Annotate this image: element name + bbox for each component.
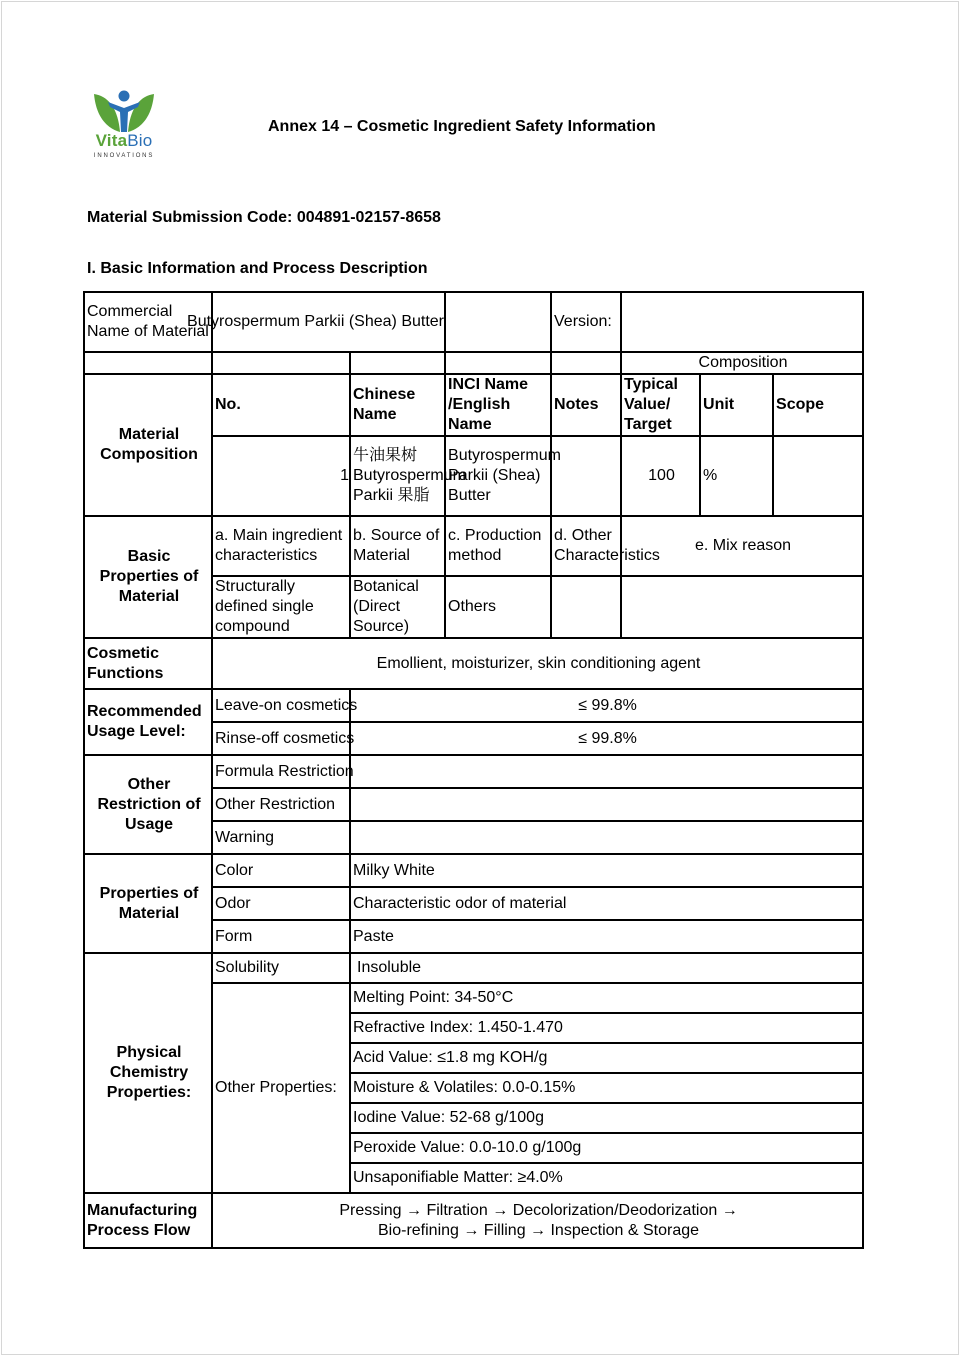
safety-info-table [83, 291, 864, 1249]
logo-name [84, 131, 164, 151]
page-title: Annex 14 – Cosmetic Ingredient Safety Information [268, 118, 656, 135]
property-row-name: Odor [212, 887, 350, 920]
blank-cell [350, 352, 445, 374]
blank-cell [84, 352, 212, 374]
property-row-value: Paste [350, 920, 863, 953]
manufacturing-line-2: Bio-refining → Filling → Inspection & Storage [377, 1221, 700, 1239]
blank-cell [445, 352, 551, 374]
bp-value-other [551, 576, 621, 638]
composition-scope [773, 436, 863, 516]
logo-name-bio: Bio [127, 131, 153, 150]
composition-unit: % [700, 436, 773, 516]
composition-inci-name: Butyrospermum Parkii (Shea) Butter [445, 436, 551, 516]
usage-level-label: Recommended Usage Level: [84, 689, 212, 755]
restriction-row-value [350, 755, 863, 788]
other-property-value: Melting Point: 34-50°C [350, 983, 863, 1013]
property-row-name: Color [212, 854, 350, 887]
bp-value-mix-reason [621, 576, 863, 638]
restriction-row-value [350, 788, 863, 821]
col-chinese-name: Chinese Name [350, 374, 445, 436]
solubility-value: Insoluble [350, 953, 863, 983]
restriction-row-name: Other Restriction [212, 788, 350, 821]
logo-subtitle: INNOVATIONS [93, 153, 155, 159]
blank-cell [445, 292, 551, 352]
usage-row-name: Rinse-off cosmetics [212, 722, 350, 755]
blank-cell [212, 352, 350, 374]
bp-value-source: Botanical (Direct Source) [350, 576, 445, 638]
bp-header-production: c. Production method [445, 516, 551, 576]
other-property-value: Acid Value: ≤1.8 mg KOH/g [350, 1043, 863, 1073]
usage-row-value: ≤ 99.8% [350, 689, 863, 722]
usage-row-name: Leave-on cosmetics [212, 689, 350, 722]
other-property-value: Iodine Value: 52-68 g/100g [350, 1103, 863, 1133]
other-restriction-label: Other Restriction of Usage [84, 755, 212, 854]
commercial-name-value: Butyrospermum Parkii (Shea) Butter [212, 292, 445, 352]
composition-no: 1 [212, 436, 350, 516]
manufacturing-flow [212, 1193, 863, 1248]
other-property-value: Unsaponifiable Matter: ≥4.0% [350, 1163, 863, 1193]
blank-cell [551, 352, 621, 374]
bp-value-main-ingredient: Structurally defined single compound [212, 576, 350, 638]
other-property-value: Peroxide Value: 0.0-10.0 g/100g [350, 1133, 863, 1163]
restriction-row-name: Formula Restriction [212, 755, 350, 788]
col-typical-value: Typical Value/ Target [621, 374, 700, 436]
version-value [621, 292, 863, 352]
bp-header-main-ingredient: a. Main ingredient characteristics [212, 516, 350, 576]
property-row-value: Milky White [350, 854, 863, 887]
col-unit: Unit [700, 374, 773, 436]
col-no: No. [212, 374, 350, 436]
cosmetic-functions-value: Emollient, moisturizer, skin conditioning agent [212, 638, 863, 689]
logo-name-vita: Vita [95, 131, 128, 150]
basic-properties-label: Basic Properties of Material [84, 516, 212, 638]
other-property-value: Moisture & Volatiles: 0.0-0.15% [350, 1073, 863, 1103]
version-label: Version: [551, 292, 621, 352]
bp-header-source: b. Source of Material [350, 516, 445, 576]
manufacturing-label: Manufacturing Process Flow [84, 1193, 212, 1248]
manufacturing-line-1: Pressing → Filtration → Decolorization/Deodorization → [339, 1201, 738, 1219]
properties-label: Properties of Material [84, 854, 212, 953]
solubility-label: Solubility [212, 953, 350, 983]
material-composition-label: Material Composition [84, 374, 212, 516]
composition-notes [551, 436, 621, 516]
col-notes: Notes [551, 374, 621, 436]
other-properties-label: Other Properties: [212, 983, 350, 1193]
restriction-row-name: Warning [212, 821, 350, 854]
composition-chinese-name: 牛油果树 Butyrospermum Parkii 果脂 [350, 436, 445, 516]
restriction-row-value [350, 821, 863, 854]
bp-value-production: Others [445, 576, 551, 638]
property-row-name: Form [212, 920, 350, 953]
bp-header-other: d. Other Characteristics [551, 516, 621, 576]
section-title: I. Basic Information and Process Description [87, 260, 428, 277]
usage-row-value: ≤ 99.8% [350, 722, 863, 755]
cosmetic-functions-label: Cosmetic Functions [84, 638, 212, 689]
bp-header-mix-reason: e. Mix reason [621, 516, 863, 576]
col-inci-name: INCI Name /English Name [445, 374, 551, 436]
col-scope: Scope [773, 374, 863, 436]
commercial-name-label: Commercial Name of Material [84, 292, 212, 352]
property-row-value: Characteristic odor of material [350, 887, 863, 920]
other-property-value: Refractive Index: 1.450-1.470 [350, 1013, 863, 1043]
composition-typical-value: 100 [621, 436, 700, 516]
physical-chemistry-label: Physical Chemistry Properties: [84, 953, 212, 1193]
submission-code: Material Submission Code: 004891-02157-8658 [87, 209, 441, 226]
composition-header: Composition [621, 352, 863, 374]
